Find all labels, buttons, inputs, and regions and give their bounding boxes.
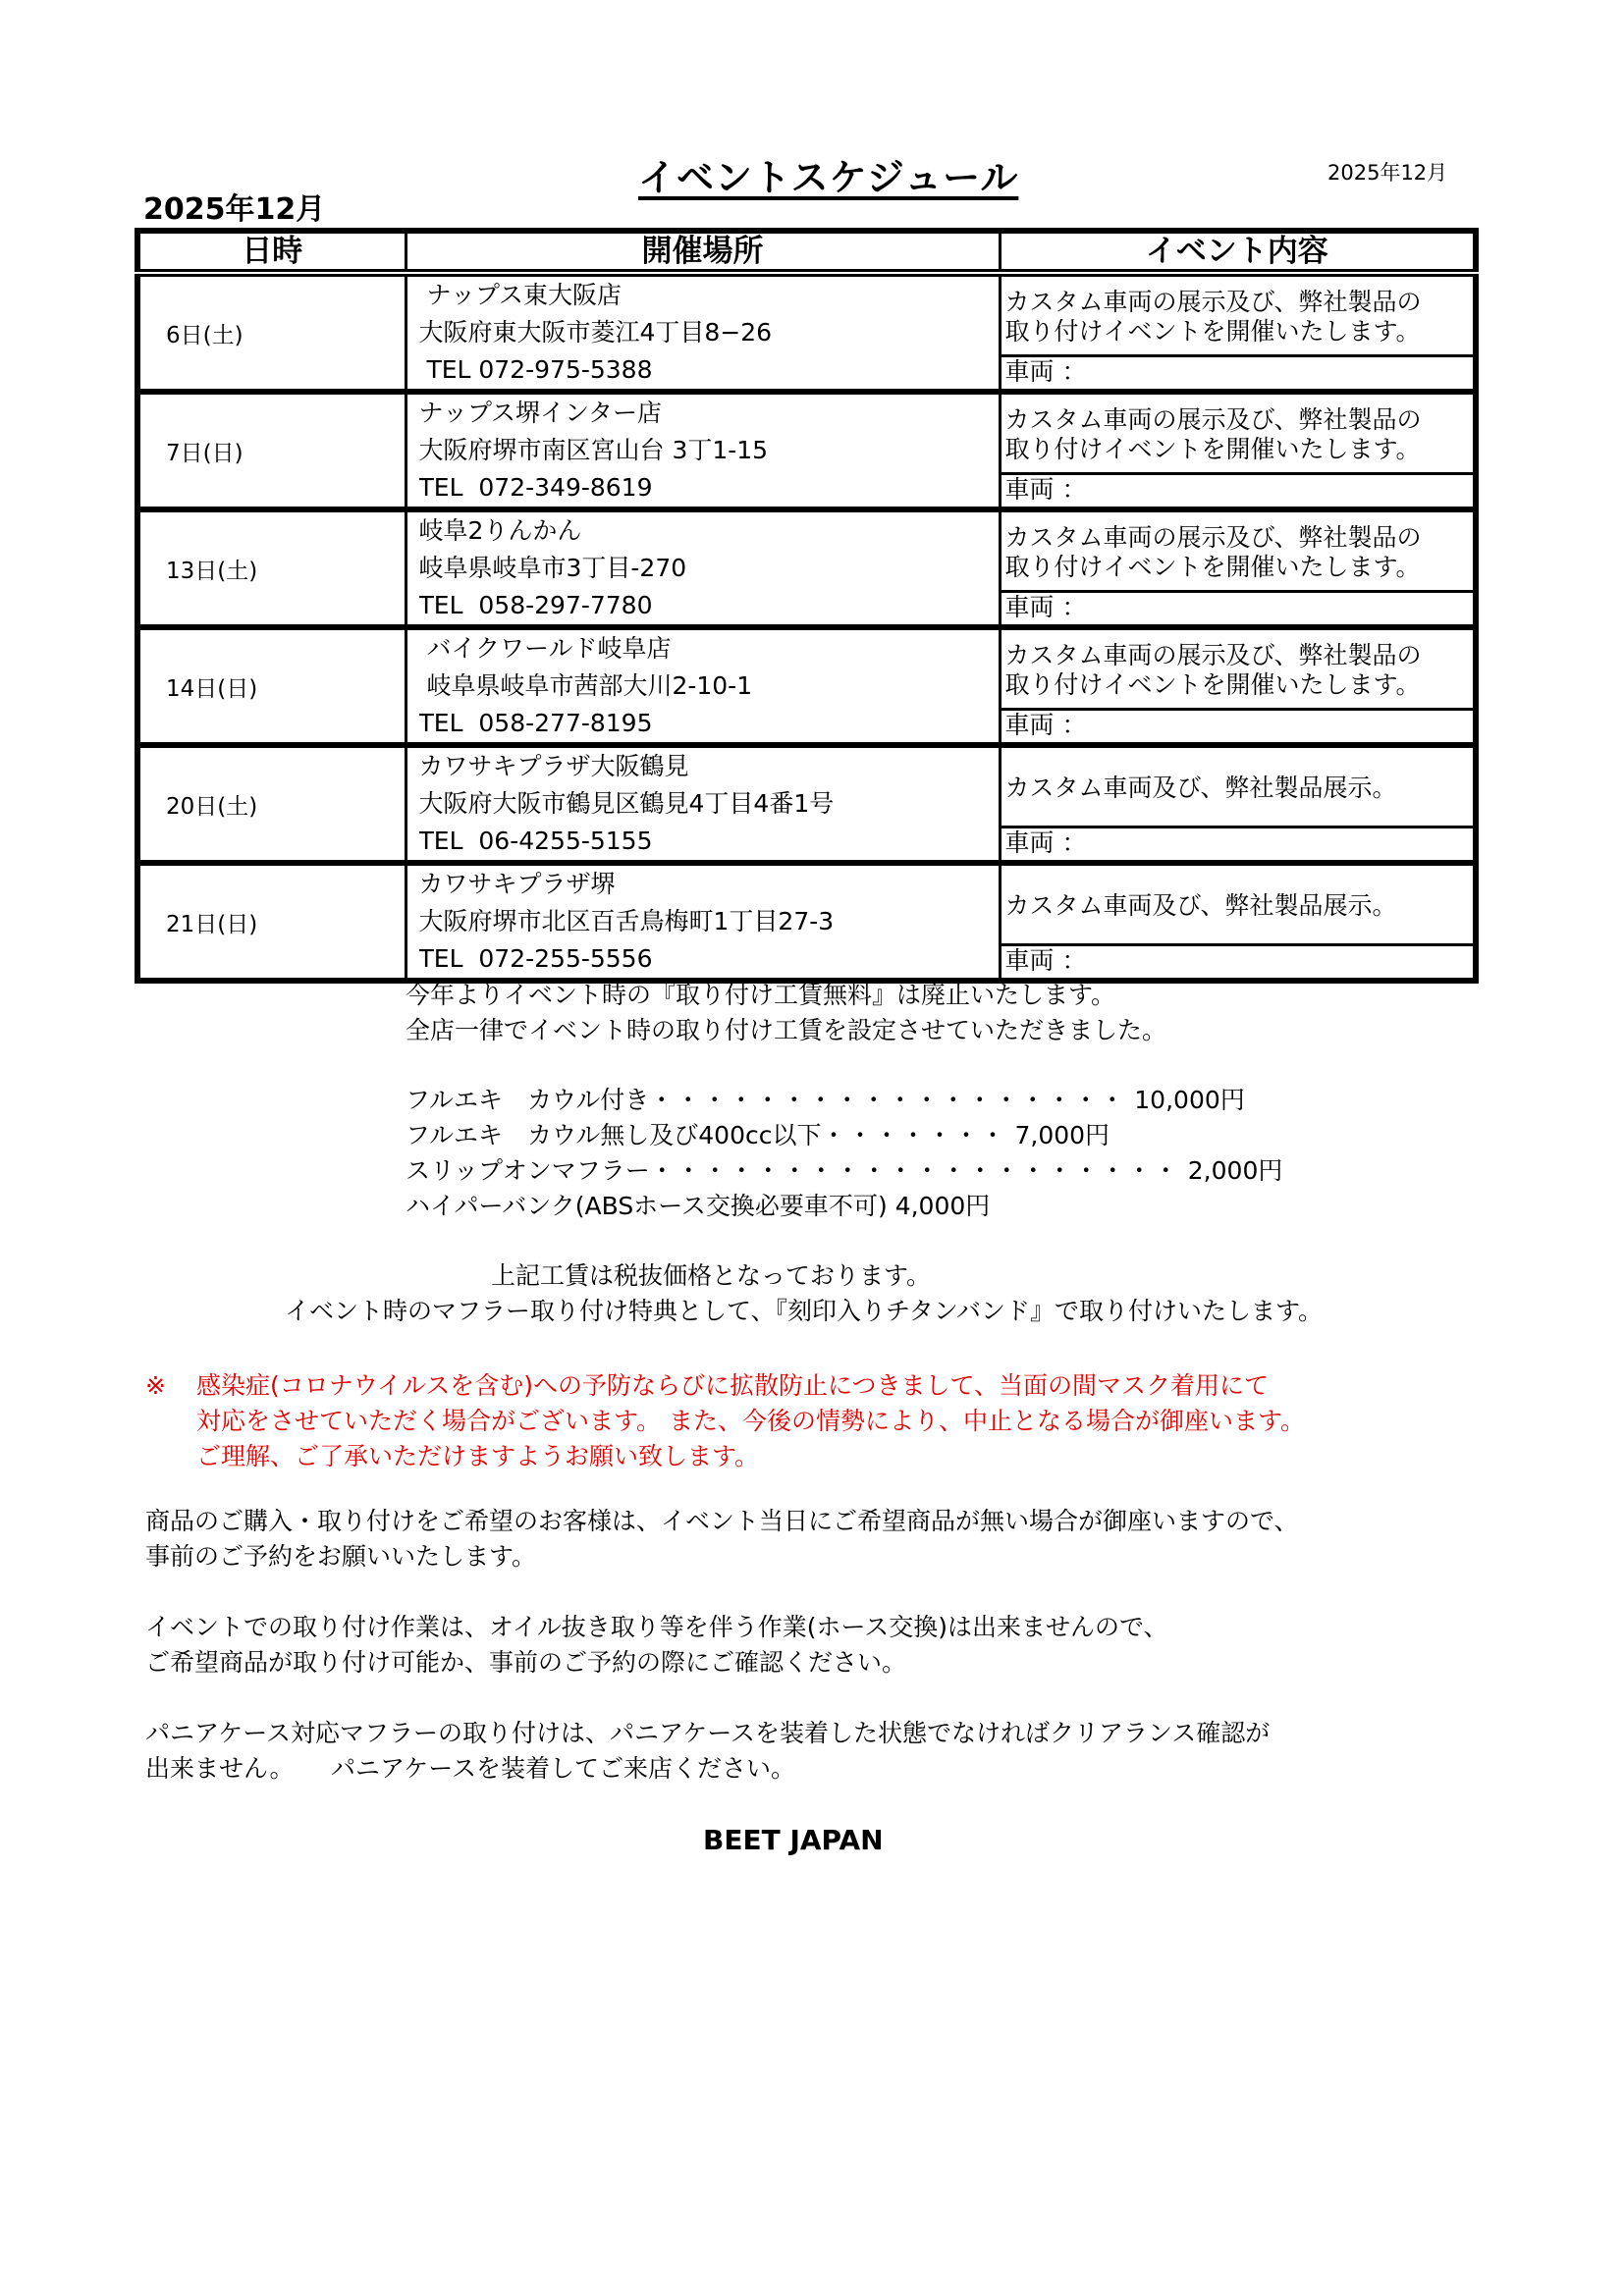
- vehicle-label: 車両 ：: [1001, 590, 1474, 624]
- page-title: イベントスケジュール: [638, 156, 1019, 199]
- price-value: 10,000円: [1134, 1086, 1245, 1114]
- table-row: [137, 745, 1476, 863]
- column-header-event: イベント内容: [1000, 231, 1476, 273]
- event-content: [1000, 392, 1476, 509]
- vehicle-label: 車両 ：: [1001, 943, 1474, 978]
- event-description: [1001, 748, 1474, 826]
- table-row: [137, 627, 1476, 745]
- note-mark-icon: ※: [145, 1371, 166, 1400]
- paragraph-line: ご希望商品が取り付け可能か、事前のご予約の際にご確認ください。: [145, 1648, 907, 1677]
- price-name: ハイパーバンク(ABSホース交換必要車不可): [406, 1192, 888, 1220]
- reservation-paragraph: [145, 1504, 1299, 1575]
- venue-name: カワサキプラザ大阪鶴見: [418, 752, 689, 780]
- event-description-line: カスタム車両の展示及び、弊社製品の: [1004, 287, 1422, 316]
- venue-name: ナップス東大阪店: [418, 281, 622, 309]
- event-date: 21日(日): [137, 863, 406, 981]
- price-name: フルエキ カウル付き: [406, 1086, 650, 1114]
- event-date: 20日(土): [137, 745, 406, 863]
- event-description-line: カスタム車両の展示及び、弊社製品の: [1004, 640, 1422, 669]
- fee-notice: [406, 978, 1166, 1048]
- caution-line: 感染症(コロナウイルスを含む)への予防ならびに拡散防止につきまして、当面の間マスク着用にて: [196, 1371, 1270, 1400]
- venue-tel: TEL 058-277-8195: [418, 709, 653, 737]
- perk-note: イベント時のマフラー取り付け特典として、『刻印入りチタンバンド』で取り付けいたします。: [285, 1297, 1324, 1325]
- pannier-paragraph: [145, 1716, 1270, 1787]
- vehicle-label: 車両 ：: [1001, 472, 1474, 507]
- tax-note: 上記工賃は税抜価格となっております。: [491, 1261, 932, 1290]
- event-content: [1000, 863, 1476, 981]
- event-content: [1000, 627, 1476, 745]
- event-description-line: カスタム車両の展示及び、弊社製品の: [1004, 522, 1422, 552]
- venue-address: 岐阜県岐阜市茜部大川2-10-1: [418, 671, 753, 700]
- event-description-line: 取り付けイベントを開催いたします。: [1004, 669, 1421, 699]
- venue-address: 大阪府東大阪市菱江4丁目8−26: [418, 318, 773, 347]
- event-description: [1001, 866, 1474, 943]
- vehicle-label: 車両 ：: [1001, 708, 1474, 742]
- installation-paragraph: [145, 1610, 1168, 1681]
- venue-name: バイクワールド岐阜店: [418, 634, 672, 663]
- table-row: [137, 273, 1476, 392]
- caution-line: 対応をさせていただく場合がございます。 また、今後の情勢により、中止となる場合が御座います。: [196, 1407, 1305, 1435]
- price-value: 4,000円: [894, 1192, 991, 1220]
- event-venue: [406, 392, 1000, 509]
- venue-address: 大阪府堺市南区宮山台 3丁1-15: [418, 436, 769, 464]
- venue-tel: TEL 06-4255-5155: [418, 827, 653, 855]
- event-venue: [406, 273, 1000, 392]
- schedule-month: 2025年12月: [143, 192, 326, 227]
- caution-notice: [145, 1368, 1305, 1474]
- event-content: [1000, 273, 1476, 392]
- event-date: 7日(日): [137, 392, 406, 509]
- event-venue: [406, 509, 1000, 627]
- venue-name: 岐阜2りんかん: [418, 516, 582, 545]
- event-description-line: カスタム車両及び、弊社製品展示。: [1004, 773, 1397, 802]
- venue-address: 大阪府大阪市鶴見区鶴見4丁目4番1号: [418, 789, 835, 818]
- venue-name: ナップス堺インター店: [418, 399, 663, 427]
- vehicle-label: 車両 ：: [1001, 826, 1474, 860]
- fee-notice-line: 全店一律でイベント時の取り付け工賃を設定させていただきました。: [406, 1016, 1167, 1044]
- event-content: [1000, 509, 1476, 627]
- event-venue: [406, 863, 1000, 981]
- column-header-venue: 開催場所: [406, 231, 1000, 273]
- paragraph-line: パニアケース対応マフラーの取り付けは、パニアケースを装着した状態でなければクリアランス確認が: [145, 1719, 1271, 1747]
- price-item: [406, 1189, 1282, 1224]
- price-leader: ・・・・・・・・・・・・・・・・・・・・: [649, 1156, 1180, 1185]
- fee-notice-line: 今年よりイベント時の『取り付け工賃無料』は廃止いたします。: [406, 981, 1116, 1009]
- paragraph-line: イベントでの取り付け作業は、オイル抜き取り等を伴う作業(ホース交換)は出来ませんので、: [145, 1613, 1168, 1641]
- vehicle-label: 車両 ：: [1001, 354, 1474, 389]
- table-row: [137, 509, 1476, 627]
- event-description: [1001, 395, 1474, 472]
- price-list: [406, 1083, 1282, 1224]
- event-date: 13日(土): [137, 509, 406, 627]
- price-item: [406, 1118, 1282, 1153]
- price-item: [406, 1153, 1282, 1189]
- column-header-date: 日時: [137, 231, 406, 273]
- event-venue: [406, 745, 1000, 863]
- price-leader: ・・・・・・・: [821, 1121, 1007, 1149]
- event-venue: [406, 627, 1000, 745]
- event-description: [1001, 512, 1474, 590]
- event-content: [1000, 745, 1476, 863]
- event-schedule-table: [135, 228, 1479, 984]
- event-description-line: カスタム車両の展示及び、弊社製品の: [1004, 404, 1422, 434]
- price-item: [406, 1083, 1282, 1118]
- event-description-line: 取り付けイベントを開催いたします。: [1004, 552, 1421, 581]
- paragraph-line: 出来ません。 パニアケースを装着してご来店ください。: [145, 1754, 796, 1783]
- paragraph-line: 事前のご予約をお願いいたします。: [145, 1542, 537, 1571]
- document-date: 2025年12月: [1327, 161, 1448, 185]
- venue-address: 岐阜県岐阜市3丁目-270: [418, 554, 687, 582]
- price-value: 2,000円: [1187, 1156, 1283, 1185]
- venue-tel: TEL 072-975-5388: [418, 355, 653, 384]
- venue-tel: TEL 072-255-5556: [418, 944, 653, 973]
- event-description-line: 取り付けイベントを開催いたします。: [1004, 316, 1421, 346]
- table-header-row: [137, 231, 1476, 273]
- price-name: スリップオンマフラー: [406, 1156, 650, 1185]
- event-date: 14日(日): [137, 627, 406, 745]
- price-leader: ・・・・・・・・・・・・・・・・・・: [649, 1086, 1127, 1114]
- price-name: フルエキ カウル無し及び400cc以下: [406, 1121, 822, 1149]
- paragraph-line: 商品のご購入・取り付けをご希望のお客様は、イベント当日にご希望商品が無い場合が御座いますので、: [145, 1507, 1299, 1535]
- venue-address: 大阪府堺市北区百舌鳥梅町1丁目27-3: [418, 907, 835, 935]
- event-description-line: 取り付けイベントを開催いたします。: [1004, 434, 1421, 463]
- table-row: [137, 392, 1476, 509]
- caution-line: ご理解、ご了承いただけますようお願い致します。: [196, 1442, 760, 1470]
- event-description: [1001, 630, 1474, 708]
- event-description-line: カスタム車両及び、弊社製品展示。: [1004, 890, 1397, 920]
- venue-tel: TEL 058-297-7780: [418, 591, 653, 619]
- event-description: [1001, 277, 1474, 354]
- venue-tel: TEL 072-349-8619: [418, 473, 653, 502]
- event-date: 6日(土): [166, 322, 244, 348]
- table-row: [137, 863, 1476, 981]
- brand-name: BEET JAPAN: [703, 1824, 884, 1856]
- venue-name: カワサキプラザ堺: [418, 870, 616, 898]
- price-value: 7,000円: [1014, 1121, 1110, 1149]
